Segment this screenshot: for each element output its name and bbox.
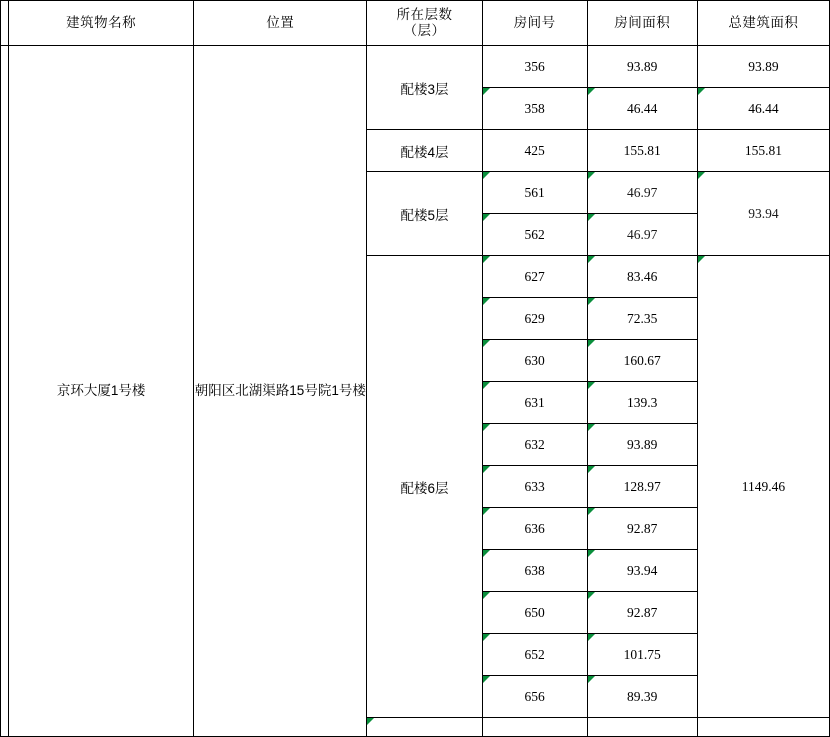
room-no-value: 656 [524, 688, 545, 704]
header-location: 位置 [194, 1, 367, 46]
header-room-no: 房间号 [482, 1, 587, 46]
cell-flag-icon [483, 172, 490, 179]
room-no-value: 638 [524, 562, 545, 578]
total-area-cell [697, 88, 829, 130]
room-no-value: 562 [524, 226, 545, 242]
room-area-cell [587, 382, 697, 424]
room-no-cell [482, 256, 587, 298]
room-no-cell [482, 508, 587, 550]
cell-flag-icon [588, 88, 595, 95]
room-no-cell [482, 214, 587, 256]
header-room-area: 房间面积 [587, 1, 697, 46]
cell-flag-icon [588, 340, 595, 347]
room-no-value: 627 [524, 268, 545, 284]
room-area-cell [587, 508, 697, 550]
cell-flag-icon [698, 256, 705, 263]
cell-flag-icon [483, 88, 490, 95]
cell-flag-icon [588, 424, 595, 431]
table-row [1, 46, 830, 88]
room-area-cell [587, 298, 697, 340]
location-cell: 朝阳区北湖渠路15号院1号楼 [194, 46, 367, 737]
header-floor [367, 1, 482, 46]
room-area-cell [587, 634, 697, 676]
room-area-cell [587, 340, 697, 382]
room-no-cell [482, 382, 587, 424]
floor-cell: 配楼4层 [367, 130, 482, 172]
room-area-cell [587, 256, 697, 298]
room-area-cell [587, 676, 697, 718]
cell-flag-icon [483, 382, 490, 389]
floor-cell: 配楼3层 [367, 46, 482, 130]
room-no-cell: 425 [482, 130, 587, 172]
room-area-value: 139.3 [627, 394, 658, 410]
floor-cell: 配楼6层 [367, 256, 482, 718]
cell-flag-icon [588, 508, 595, 515]
cell-flag-icon [483, 256, 490, 263]
room-area-cell [587, 466, 697, 508]
room-no-value: 636 [524, 520, 545, 536]
room-no-cell [482, 424, 587, 466]
room-area-cell: 155.81 [587, 130, 697, 172]
room-area-value: 72.35 [627, 310, 658, 326]
room-area-cell [587, 550, 697, 592]
cell-flag-icon [483, 550, 490, 557]
total-area-value: 93.94 [748, 205, 779, 221]
cell-flag-icon [483, 676, 490, 683]
cell-flag-icon [588, 634, 595, 641]
cell-flag-icon [588, 214, 595, 221]
cell-flag-icon [483, 214, 490, 221]
total-area-cell: 155.81 [697, 130, 829, 172]
total-area-cell: 93.89 [697, 46, 829, 88]
room-no-cell: 356 [482, 46, 587, 88]
room-no-value: 630 [524, 352, 545, 368]
total-area-value: 46.44 [748, 100, 779, 116]
room-no-cell [482, 298, 587, 340]
room-no-value: 652 [524, 646, 545, 662]
room-no-value: 633 [524, 478, 545, 494]
total-area-cell-partial [697, 718, 829, 737]
table-header-row [1, 1, 830, 46]
header-building-name: 建筑物名称 [9, 1, 194, 46]
cell-flag-icon [588, 256, 595, 263]
cell-flag-icon [483, 340, 490, 347]
total-area-cell [697, 256, 829, 718]
room-area-value: 128.97 [623, 478, 661, 494]
room-area-value: 160.67 [623, 352, 661, 368]
cell-flag-icon [588, 172, 595, 179]
room-area-cell [587, 424, 697, 466]
room-no-value: 358 [524, 100, 545, 116]
room-area-cell [587, 172, 697, 214]
room-area-value: 83.46 [627, 268, 658, 284]
room-no-value: 650 [524, 604, 545, 620]
room-area-value: 46.97 [627, 184, 658, 200]
room-area-value: 101.75 [623, 646, 661, 662]
edge-spacer-cell [1, 46, 9, 737]
cell-flag-icon [483, 466, 490, 473]
header-floor-line1: 所在层数 [396, 7, 453, 23]
room-area-value: 89.39 [627, 688, 658, 704]
floor-cell-partial [367, 718, 482, 737]
header-edge-spacer [1, 1, 9, 46]
room-area-value: 92.87 [627, 604, 658, 620]
room-no-value: 632 [524, 436, 545, 452]
room-area-cell [587, 592, 697, 634]
cell-flag-icon [588, 676, 595, 683]
room-no-cell [482, 676, 587, 718]
table-body [1, 46, 830, 737]
room-no-value: 631 [524, 394, 545, 410]
room-no-cell [482, 340, 587, 382]
cell-flag-icon [588, 592, 595, 599]
room-no-value: 629 [524, 310, 545, 326]
cell-flag-icon [698, 88, 705, 95]
floor-cell: 配楼5层 [367, 172, 482, 256]
room-area-cell [587, 88, 697, 130]
cell-flag-icon [588, 382, 595, 389]
room-area-value: 93.89 [627, 436, 658, 452]
cell-flag-icon [483, 634, 490, 641]
room-no-cell-partial [482, 718, 587, 737]
cell-flag-icon [588, 298, 595, 305]
room-no-cell [482, 466, 587, 508]
room-area-value: 46.97 [627, 226, 658, 242]
room-no-cell [482, 172, 587, 214]
cell-flag-icon [483, 424, 490, 431]
room-no-cell [482, 592, 587, 634]
room-area-cell-partial [587, 718, 697, 737]
header-floor-line2: （层） [403, 23, 446, 38]
room-no-cell [482, 88, 587, 130]
cell-flag-icon [698, 172, 705, 179]
room-area-value: 93.94 [627, 562, 658, 578]
cell-flag-icon [588, 550, 595, 557]
cell-flag-icon [483, 592, 490, 599]
room-no-cell [482, 550, 587, 592]
room-area-cell: 93.89 [587, 46, 697, 88]
room-area-value: 92.87 [627, 520, 658, 536]
total-area-value: 1149.46 [741, 478, 786, 494]
cell-flag-icon [588, 466, 595, 473]
room-no-cell [482, 634, 587, 676]
room-no-value: 561 [524, 184, 545, 200]
header-total-area: 总建筑面积 [697, 1, 829, 46]
cell-flag-icon [483, 508, 490, 515]
building-name-cell: 京环大厦1号楼 [9, 46, 194, 737]
room-area-value: 46.44 [627, 100, 658, 116]
room-area-cell [587, 214, 697, 256]
total-area-cell [697, 172, 829, 256]
cell-flag-icon [483, 298, 490, 305]
